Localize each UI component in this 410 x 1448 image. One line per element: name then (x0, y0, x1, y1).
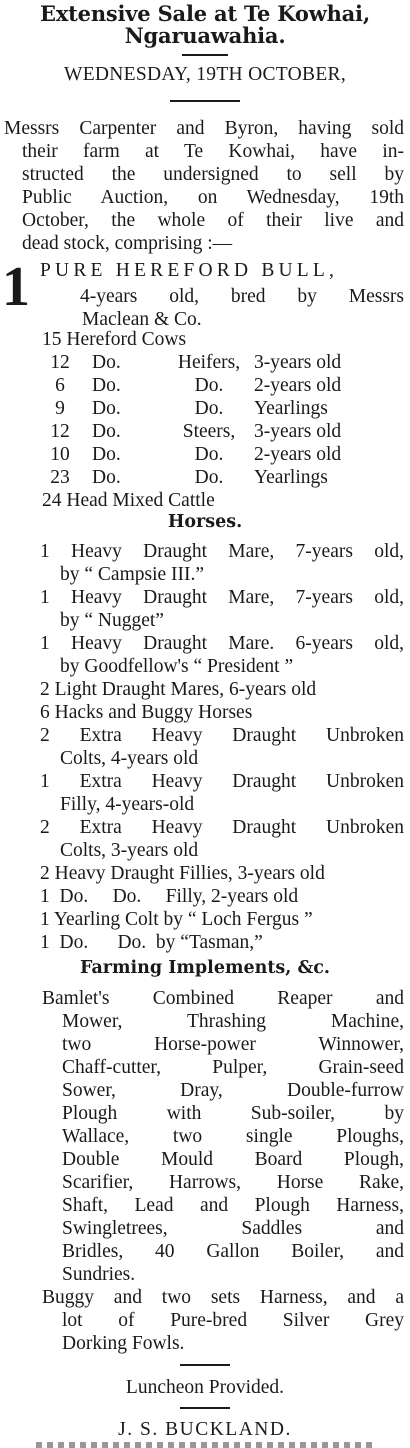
implement-list-line: two Horse-power Winnower, (62, 1034, 404, 1055)
bull-desc-line: Maclean & Co. (82, 309, 202, 330)
cell-type: Do. (194, 398, 224, 419)
table-row (42, 351, 372, 374)
implement-list-line: Swingletrees, Saddles and (62, 1218, 404, 1239)
table-row (42, 420, 372, 443)
implement-list-line: Scarifier, Harrows, Horse Rake, (62, 1172, 404, 1193)
cell-type: Do. (194, 375, 224, 396)
implement-list-line: Plough with Sub-soiler, by (62, 1103, 404, 1124)
cattle-list (42, 328, 372, 512)
horse-list-line: 2 Extra Heavy Draught Unbroken (40, 725, 404, 746)
implements-heading: Farming Implements, &c. (79, 958, 330, 978)
cell-type: Heifers, (177, 352, 241, 373)
implement-list-line: lot of Pure-bred Silver Grey (62, 1310, 404, 1331)
intro-line: Messrs Carpenter and Byron, having sold (4, 118, 404, 139)
cell-qty: 23 (50, 467, 70, 488)
divider-rule (180, 1407, 230, 1409)
implement-list-line: Sundries. (62, 1264, 136, 1285)
horse-list-line: by “ Campsie III.” (60, 564, 205, 585)
ad-title: Extensive Sale at Te Kowhai, (40, 1, 370, 26)
horse-list-line: 1 Do. Do. by “Tasman,” (40, 932, 263, 953)
horse-list-line: 1 Do. Do. Filly, 2-years old (40, 886, 299, 907)
bull-headline: PURE HEREFORD BULL, (40, 260, 339, 281)
horse-list-line: Colts, 3-years old (60, 840, 199, 861)
horse-list-line: 1 Yearling Colt by “ Loch Fergus ” (40, 909, 313, 930)
cell-type: Do. (194, 444, 224, 465)
horse-list-line: Filly, 4-years-old (60, 794, 195, 815)
horse-list-line: 6 Hacks and Buggy Horses (40, 702, 253, 723)
cell-age: 2-years old (254, 375, 342, 396)
list-item: 24 Head Mixed Cattle (42, 490, 215, 511)
cell-age: 3-years old (254, 352, 342, 373)
intro-paragraph (4, 117, 404, 255)
cell-kind: Do. (92, 444, 121, 465)
horse-list-line: 2 Extra Heavy Draught Unbroken (40, 817, 404, 838)
implement-list-line: Sower, Dray, Double-furrow (62, 1080, 404, 1101)
implement-list-line: Dorking Fowls. (62, 1333, 185, 1354)
list-item: 15 Hereford Cows (42, 329, 187, 350)
table-row (42, 466, 372, 489)
intro-line: dead stock, comprising :— (22, 233, 233, 254)
implement-list-line: Chaff-cutter, Pulper, Grain-seed (62, 1057, 404, 1078)
horse-list-line: 1 Heavy Draught Mare. 6-years old, (40, 633, 404, 654)
horse-list-line: 1 Extra Heavy Draught Unbroken (40, 771, 404, 792)
horse-list-line: 1 Heavy Draught Mare, 7-years old, (40, 541, 404, 562)
cell-type: Do. (194, 467, 224, 488)
implement-list-line: Bridles, 40 Gallon Boiler, and (62, 1241, 404, 1262)
cell-age: 2-years old (254, 444, 342, 465)
cell-type: Steers, (182, 421, 236, 442)
cut-off-text-fragment (36, 1442, 376, 1448)
intro-line: October, the whole of their live and (22, 210, 404, 231)
divider-rule (182, 54, 228, 56)
cell-qty: 12 (50, 352, 70, 373)
ad-location: Ngaruawahia. (124, 23, 286, 48)
divider-rule (180, 1364, 230, 1366)
auctioneer-name: J. S. BUCKLAND. (118, 1419, 292, 1440)
implement-list-line: Wallace, two single Ploughs, (62, 1126, 404, 1147)
cell-kind: Do. (92, 398, 121, 419)
intro-line: Public Auction, on Wednesday, 19th (22, 187, 404, 208)
horse-list-line: 1 Heavy Draught Mare, 7-years old, (40, 587, 404, 608)
cell-qty: 12 (50, 421, 70, 442)
cell-qty: 9 (55, 398, 65, 419)
cell-qty: 10 (50, 444, 70, 465)
cell-qty: 6 (55, 375, 65, 396)
horses-heading: Horses. (167, 512, 243, 532)
implement-list-line: Mower, Thrashing Machine, (62, 1011, 404, 1032)
implement-list-line: Bamlet's Combined Reaper and (42, 988, 404, 1009)
horse-list-line: Colts, 4-years old (60, 748, 199, 769)
table-row (42, 374, 372, 397)
table-row (42, 397, 372, 420)
implement-list-line: Double Mould Board Plough, (62, 1149, 404, 1170)
horse-list-line: by “ Nugget” (60, 610, 164, 631)
horse-list-line: by Goodfellow's “ President ” (60, 656, 294, 677)
divider-rule (170, 100, 240, 102)
drop-cap: 1 (2, 256, 30, 318)
implement-list-line: Buggy and two sets Harness, and a (42, 1287, 404, 1308)
sale-date: WEDNESDAY, 19TH OCTOBER, (63, 64, 347, 85)
cell-age: 3-years old (254, 421, 342, 442)
horse-list-line: 2 Heavy Draught Fillies, 3-years old (40, 863, 325, 884)
intro-line: structed the undersigned to sell by (22, 164, 404, 185)
intro-line: their farm at Te Kowhai, have in- (22, 141, 404, 162)
implement-list-line: Shaft, Lead and Plough Harness, (62, 1195, 404, 1216)
horses-list (40, 540, 404, 954)
cell-age: Yearlings (254, 467, 328, 488)
luncheon-note: Luncheon Provided. (125, 1377, 285, 1398)
bull-desc-line: 4-years old, bred by Messrs (80, 286, 404, 307)
cell-kind: Do. (92, 467, 121, 488)
bull-description (80, 285, 404, 331)
cell-kind: Do. (92, 352, 121, 373)
table-row (42, 443, 372, 466)
cell-kind: Do. (92, 421, 121, 442)
cell-age: Yearlings (254, 398, 328, 419)
cell-kind: Do. (92, 375, 121, 396)
horse-list-line: 2 Light Draught Mares, 6-years old (40, 679, 317, 700)
implements-list (42, 987, 404, 1355)
